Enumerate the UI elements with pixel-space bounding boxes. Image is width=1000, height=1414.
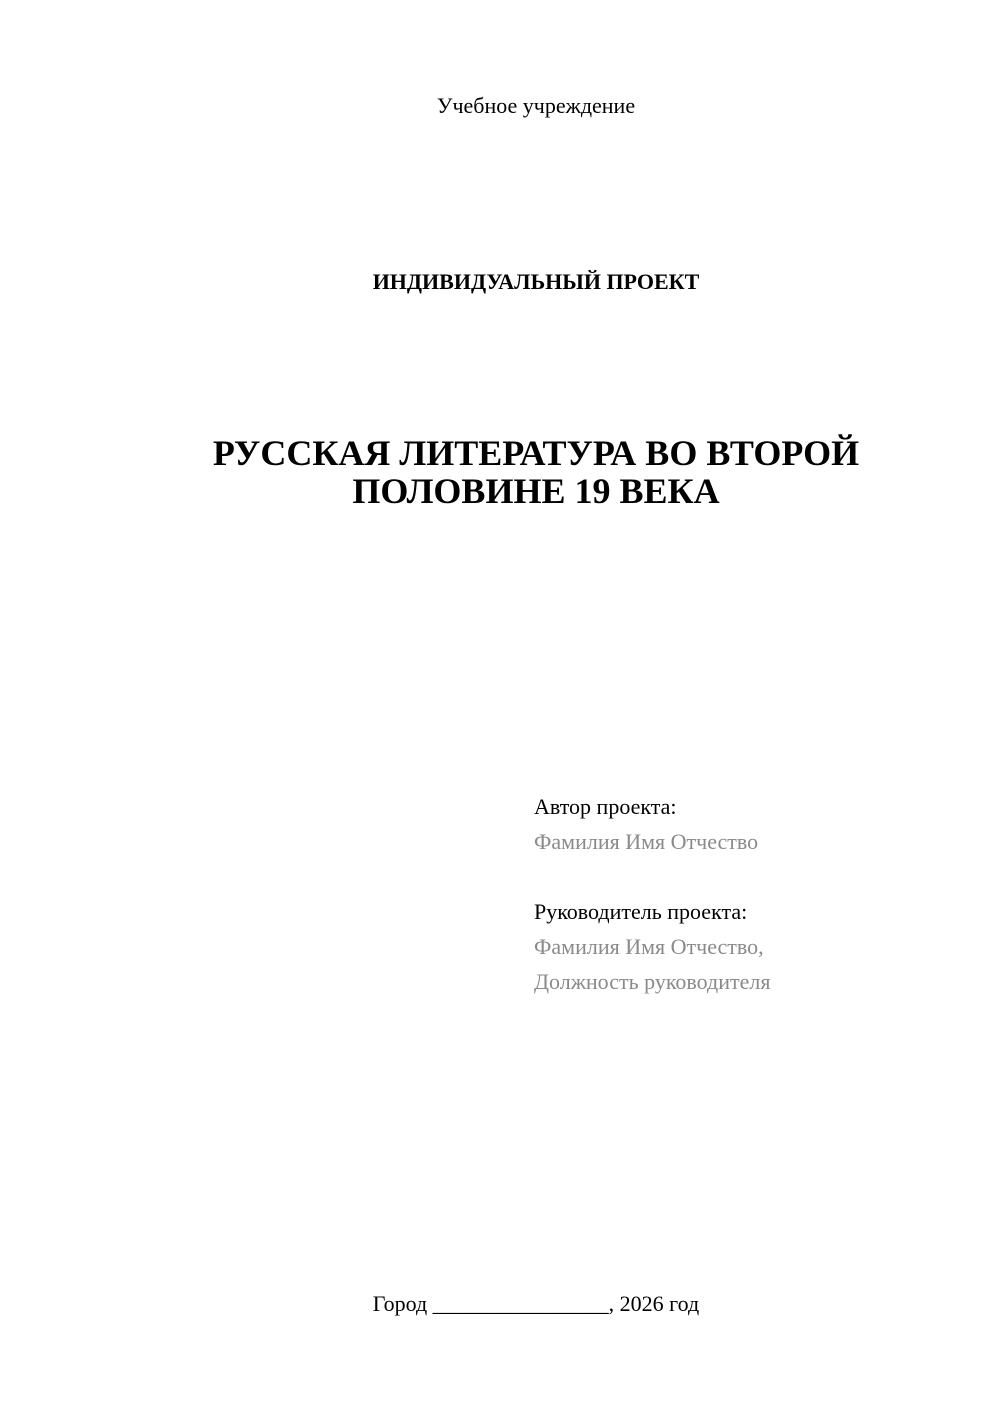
supervisor-position: Должность руководителя [534, 969, 771, 994]
supervisor-name: Фамилия Имя Отчество, [534, 934, 764, 959]
institution-name: Учебное учреждение [436, 93, 636, 118]
author-label: Автор проекта: [534, 794, 677, 819]
project-title [0, 434, 1000, 510]
project-credits [534, 789, 770, 999]
project-title-line-2: ПОЛОВИНЕ 19 ВЕКА [352, 471, 720, 511]
credits-spacer [534, 859, 770, 894]
supervisor-label: Руководитель проекта: [534, 899, 748, 924]
author-name: Фамилия Имя Отчество [534, 829, 759, 854]
document-type: ИНДИВИДУАЛЬНЫЙ ПРОЕКТ [372, 269, 700, 294]
city-year-line: Город ________________, 2026 год [372, 1291, 700, 1316]
project-title-line-1: РУССКАЯ ЛИТЕРАТУРА ВО ВТОРОЙ [212, 433, 860, 473]
